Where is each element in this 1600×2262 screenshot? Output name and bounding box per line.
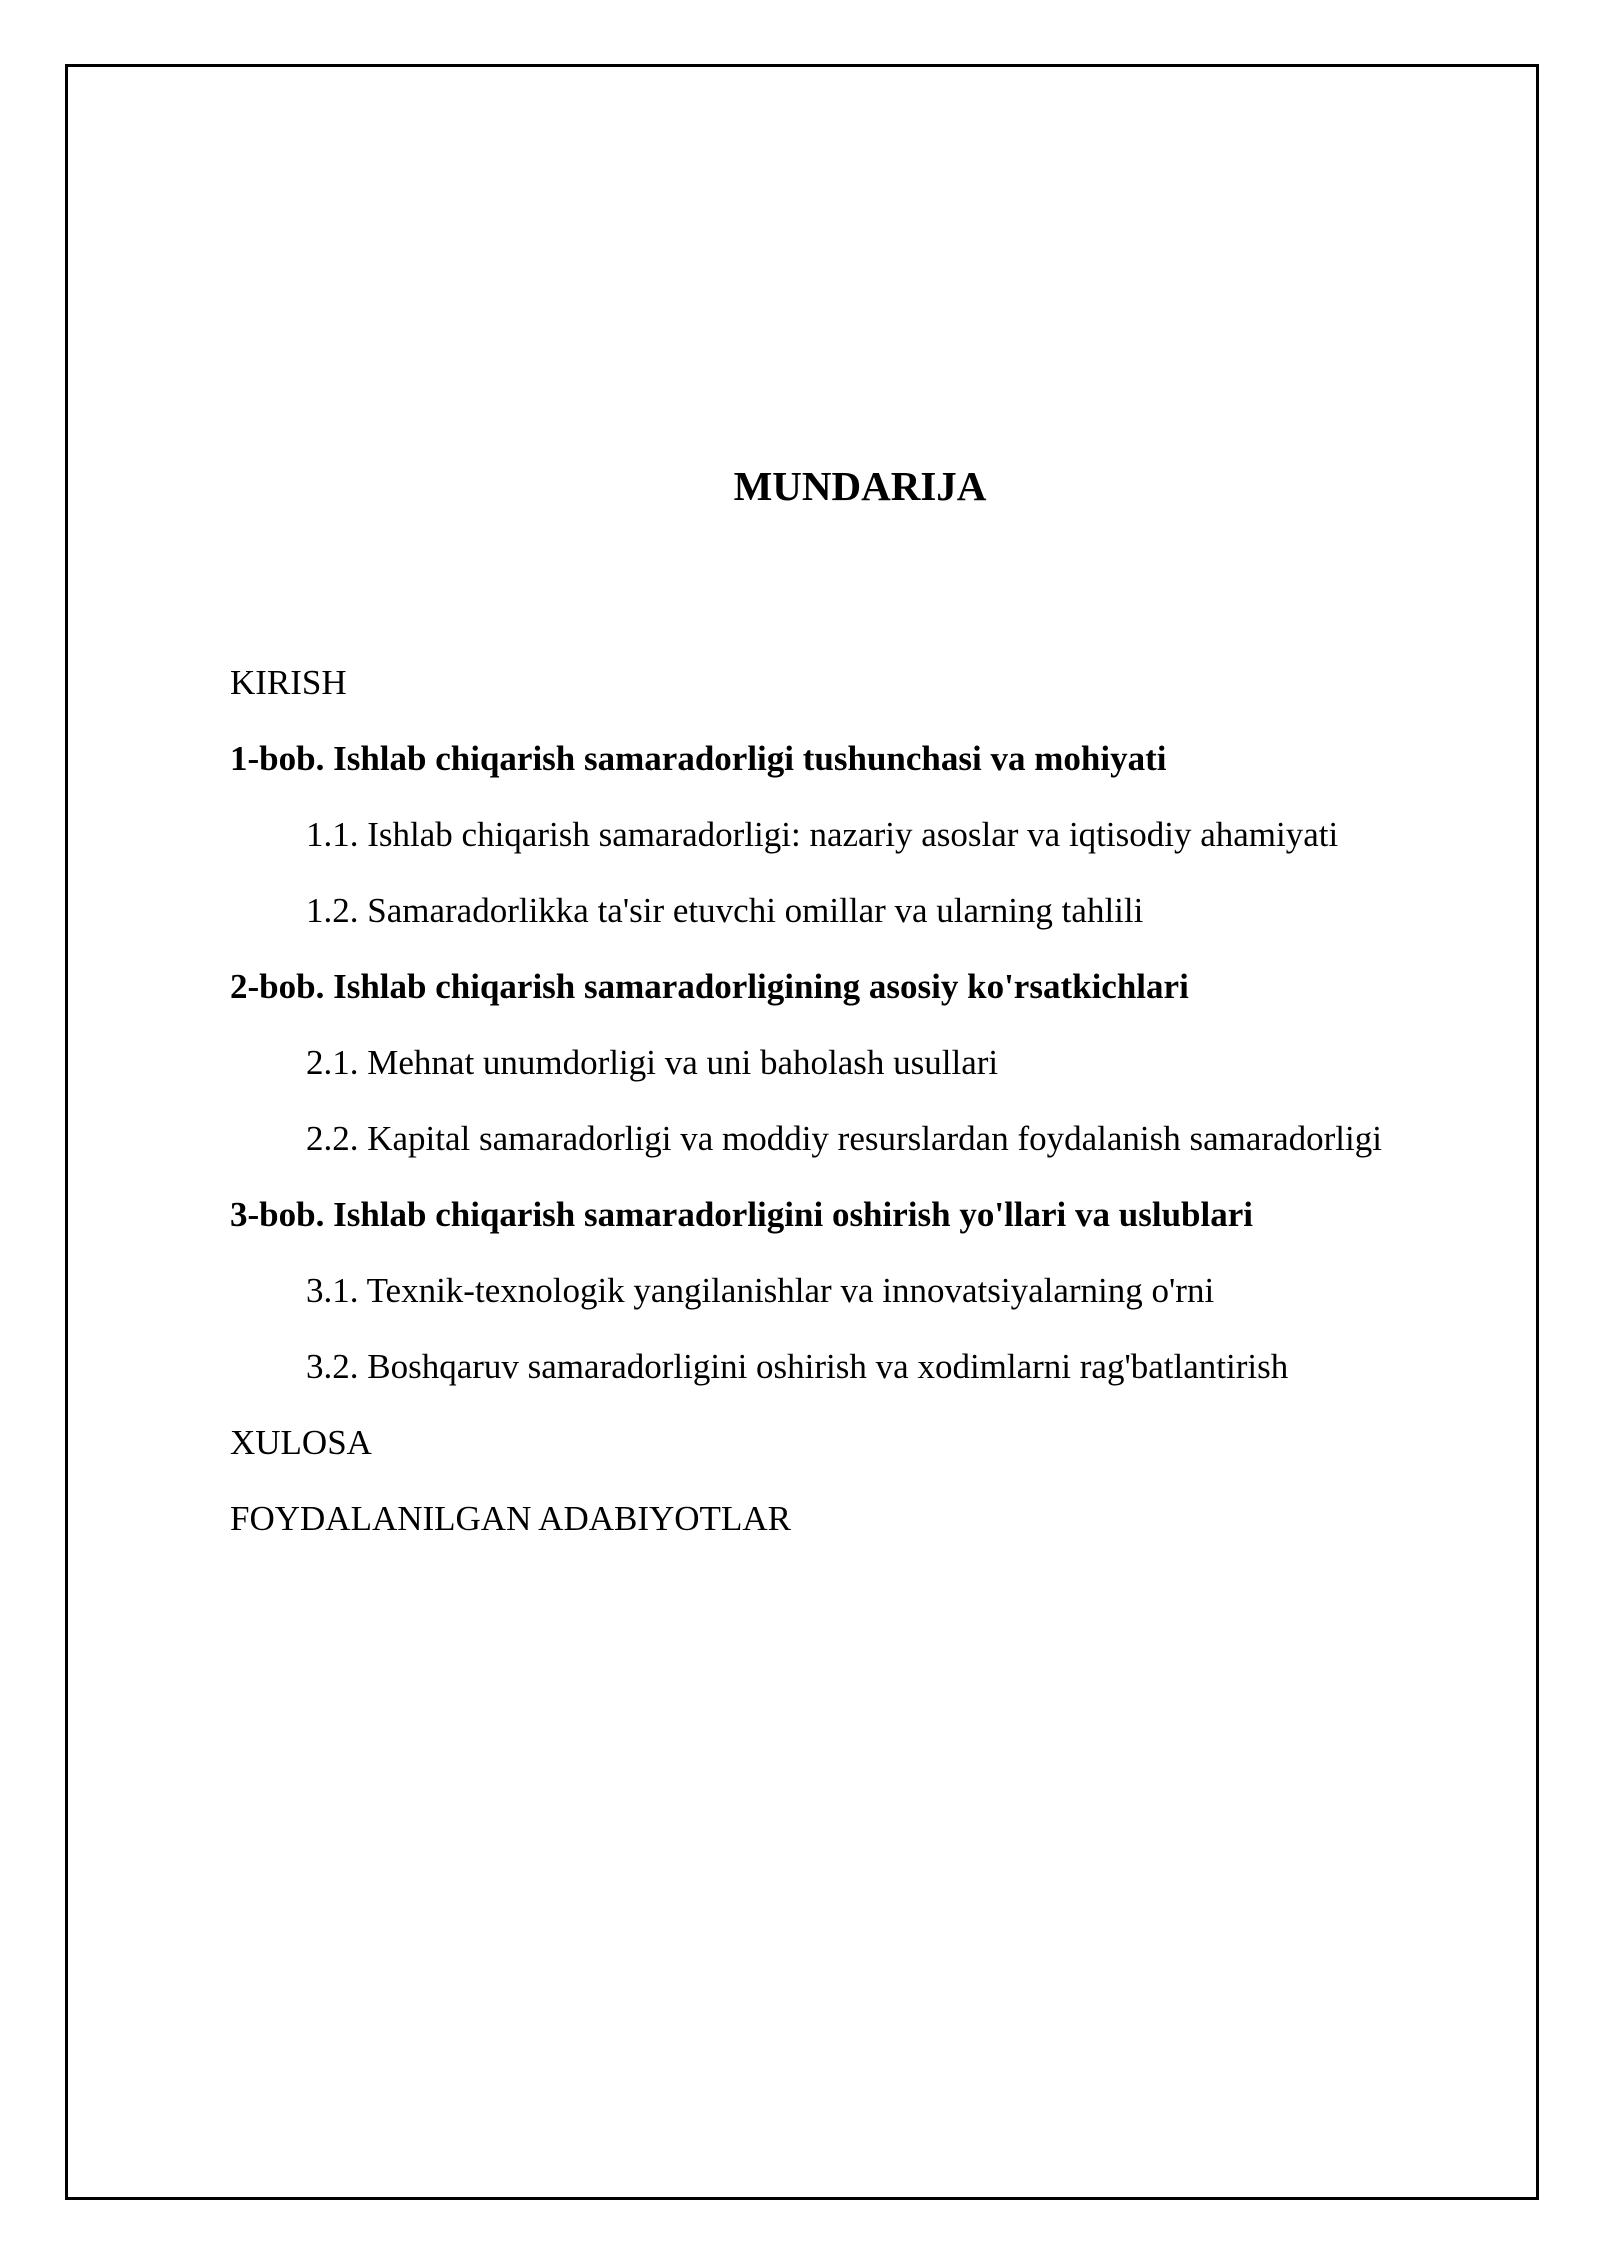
toc-section-1-1: 1.1. Ishlab chiqarish samaradorligi: nazariy asoslar va iqtisodiy ahamiyati — [306, 815, 1339, 854]
toc-section-1-2: 1.2. Samaradorlikka ta'sir etuvchi omillar va ularning tahlili — [306, 891, 1144, 930]
toc-section-2-2: 2.2. Kapital samaradorligi va moddiy resurslardan foydalanish samaradorligi — [306, 1119, 1382, 1158]
toc-entry-introduction: KIRISH — [230, 663, 347, 702]
page-title: MUNDARIJA — [733, 463, 987, 509]
toc-section-3-1: 3.1. Texnik-texnologik yangilanishlar va innovatsiyalarning o'rni — [306, 1271, 1215, 1310]
toc-chapter-1: 1-bob. Ishlab chiqarish samaradorligi tushunchasi va mohiyati — [230, 739, 1167, 778]
toc-entry-references: FOYDALANILGAN ADABIYOTLAR — [230, 1499, 791, 1538]
toc-entry-conclusion: XULOSA — [230, 1423, 372, 1462]
toc-section-2-1: 2.1. Mehnat unumdorligi va uni baholash usullari — [306, 1043, 999, 1082]
toc-section-3-2: 3.2. Boshqaruv samaradorligini oshirish va xodimlarni rag'batlantirish — [306, 1347, 1289, 1386]
table-of-contents — [230, 645, 1530, 1557]
toc-chapter-2: 2-bob. Ishlab chiqarish samaradorligining asosiy ko'rsatkichlari — [230, 967, 1189, 1006]
toc-chapter-3: 3-bob. Ishlab chiqarish samaradorligini oshirish yo'llari va uslublari — [230, 1195, 1253, 1234]
